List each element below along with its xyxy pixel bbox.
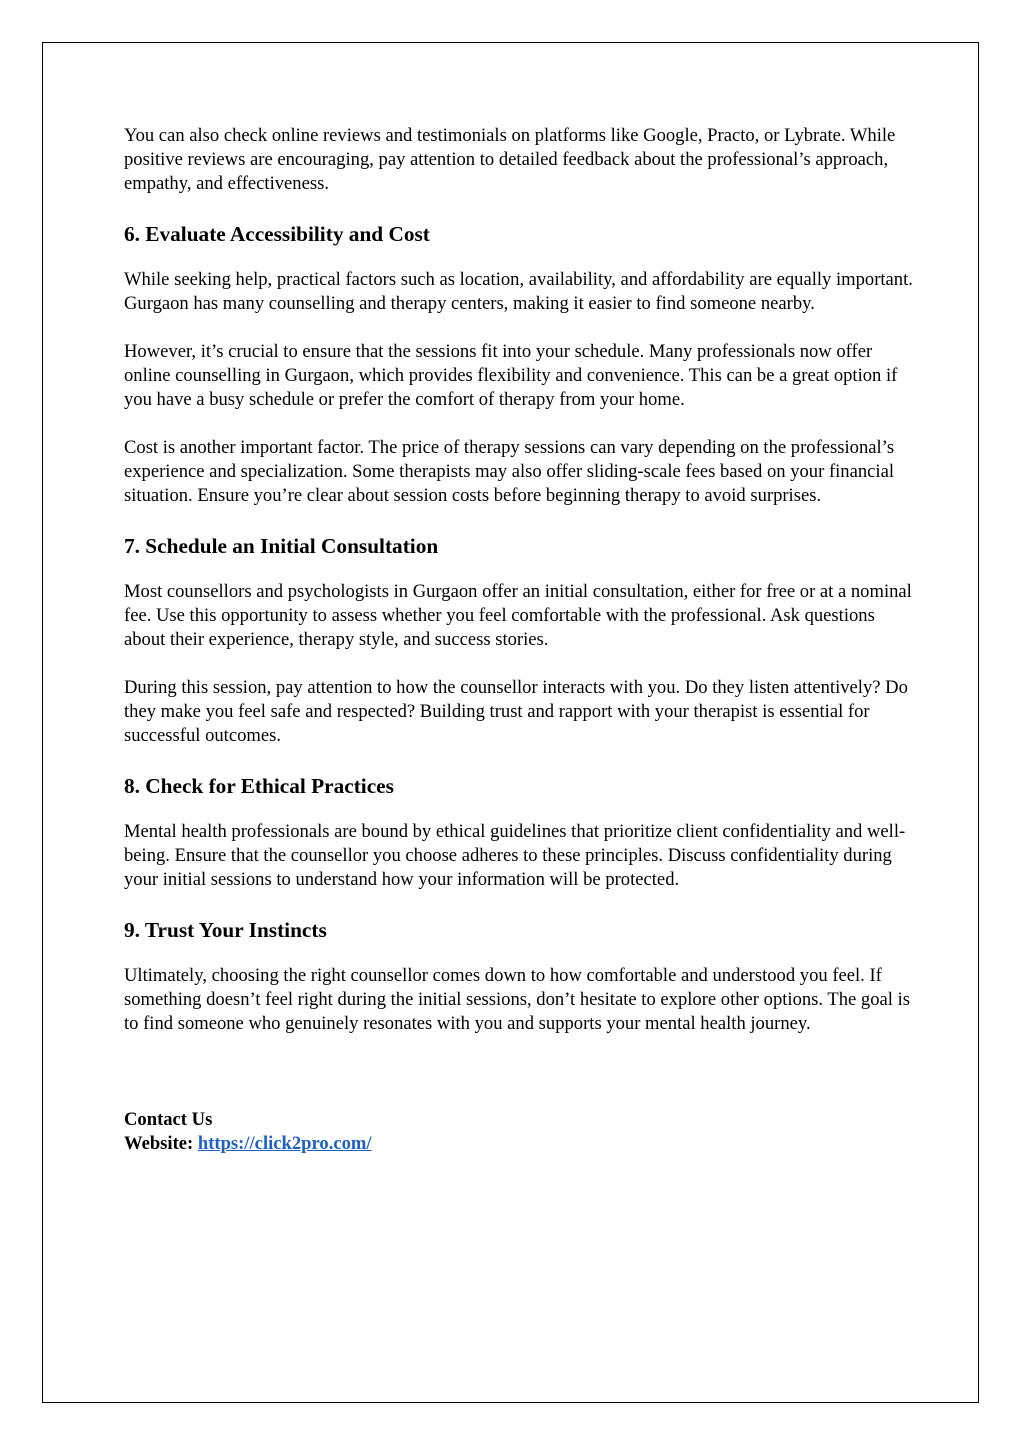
paragraph-consultation: Most counsellors and psychologists in Gurgaon offer an initial consultation, either for free or at a nominal fee. Use this opportunity to assess whether you feel comfortable with the professional. Ask questions about their experience, therapy style, and success stories. (124, 581, 912, 650)
document-body (124, 124, 914, 1156)
heading-trust-instincts: 9. Trust Your Instincts (124, 918, 327, 942)
website-line (124, 1132, 914, 1156)
spacer (124, 1036, 914, 1108)
paragraph-ethics: Mental health professionals are bound by ethical guidelines that prioritize client confidentiality and well-being. Ensure that the counsellor you choose adheres to these principles. Discuss confidentiality during your initial sessions to understand how your information will be protected. (124, 821, 906, 890)
website-label: Website: (124, 1133, 194, 1154)
contact-title: Contact Us (124, 1109, 213, 1130)
paragraph-instincts: Ultimately, choosing the right counsellor comes down to how comfortable and understood you feel. If something doesn’t feel right during the initial sessions, don’t hesitate to explore other options. The goal is to find someone who genuinely resonates with you and supports your mental health journey. (124, 965, 910, 1034)
paragraph-cost: Cost is another important factor. The price of therapy sessions can vary depending on the professional’s experience and specialization. Some therapists may also offer sliding-scale fees based on your financial situation. Ensure you’re clear about session costs before beginning therapy to avoid surprises. (124, 437, 895, 506)
paragraph-schedule: However, it’s crucial to ensure that the sessions fit into your schedule. Many professionals now offer online counselling in Gurgaon, which provides flexibility and convenience. This can be a great option if you have a busy schedule or prefer the comfort of therapy from your home. (124, 341, 898, 410)
heading-ethical-practices: 8. Check for Ethical Practices (124, 774, 394, 798)
paragraph-practical-factors: While seeking help, practical factors such as location, availability, and affordability are equally important. Gurgaon has many counselling and therapy centers, making it easier to find someone nearby. (124, 269, 913, 314)
heading-initial-consultation: 7. Schedule an Initial Consultation (124, 534, 439, 558)
paragraph-reviews: You can also check online reviews and testimonials on platforms like Google, Practo, or Lybrate. While positive reviews are encouraging, pay attention to detailed feedback about the professional’s approach, empathy, and effectiveness. (124, 125, 896, 194)
website-link[interactable]: https://click2pro.com/ (197, 1133, 372, 1154)
heading-accessibility-cost: 6. Evaluate Accessibility and Cost (124, 222, 430, 246)
paragraph-session-attention: During this session, pay attention to how the counsellor interacts with you. Do they listen attentively? Do they make you feel safe and respected? Building trust and rapport with your therapist is essential for successful outcomes. (124, 677, 908, 746)
